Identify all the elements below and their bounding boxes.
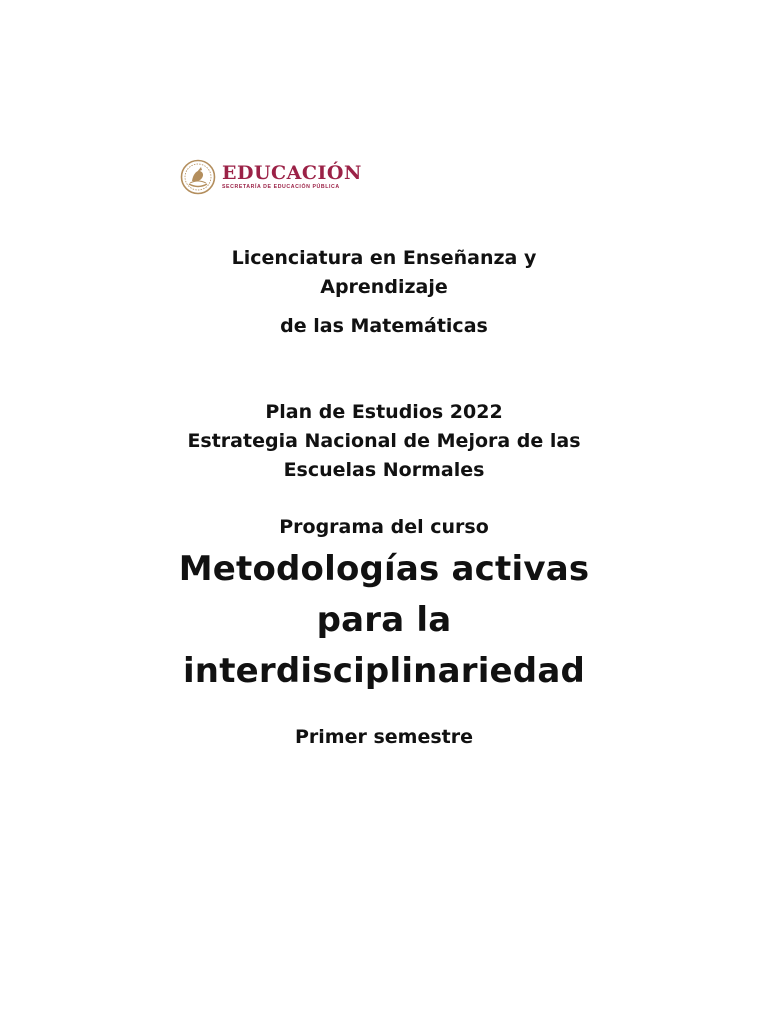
course-title-line-2: para la: [316, 600, 452, 640]
plan-line-2: Estrategia Nacional de Mejora de las: [187, 430, 581, 452]
degree-line-2: Aprendizaje: [320, 276, 448, 298]
degree-line-1: Licenciatura en Enseñanza y: [231, 247, 537, 269]
course-title: [0, 544, 768, 697]
program-label: Programa del curso: [279, 516, 489, 538]
study-plan: [0, 398, 768, 485]
logo-word: EDUCACIÓN: [222, 162, 362, 184]
course-title-line-1: Metodologías activas: [178, 549, 590, 589]
logo-text: [222, 163, 362, 191]
logo-subtitle: SECRETARÍA DE EDUCACIÓN PÚBLICA: [222, 184, 340, 190]
degree-line-3: de las Matemáticas: [280, 315, 488, 337]
course-title-line-3: interdisciplinariedad: [182, 651, 586, 691]
degree-title: [0, 244, 768, 341]
plan-line-1: Plan de Estudios 2022: [265, 401, 503, 423]
plan-line-3: Escuelas Normales: [283, 459, 485, 481]
semester-label: Primer semestre: [294, 726, 473, 748]
national-seal-icon: [180, 159, 216, 195]
sep-logo: [180, 158, 370, 196]
